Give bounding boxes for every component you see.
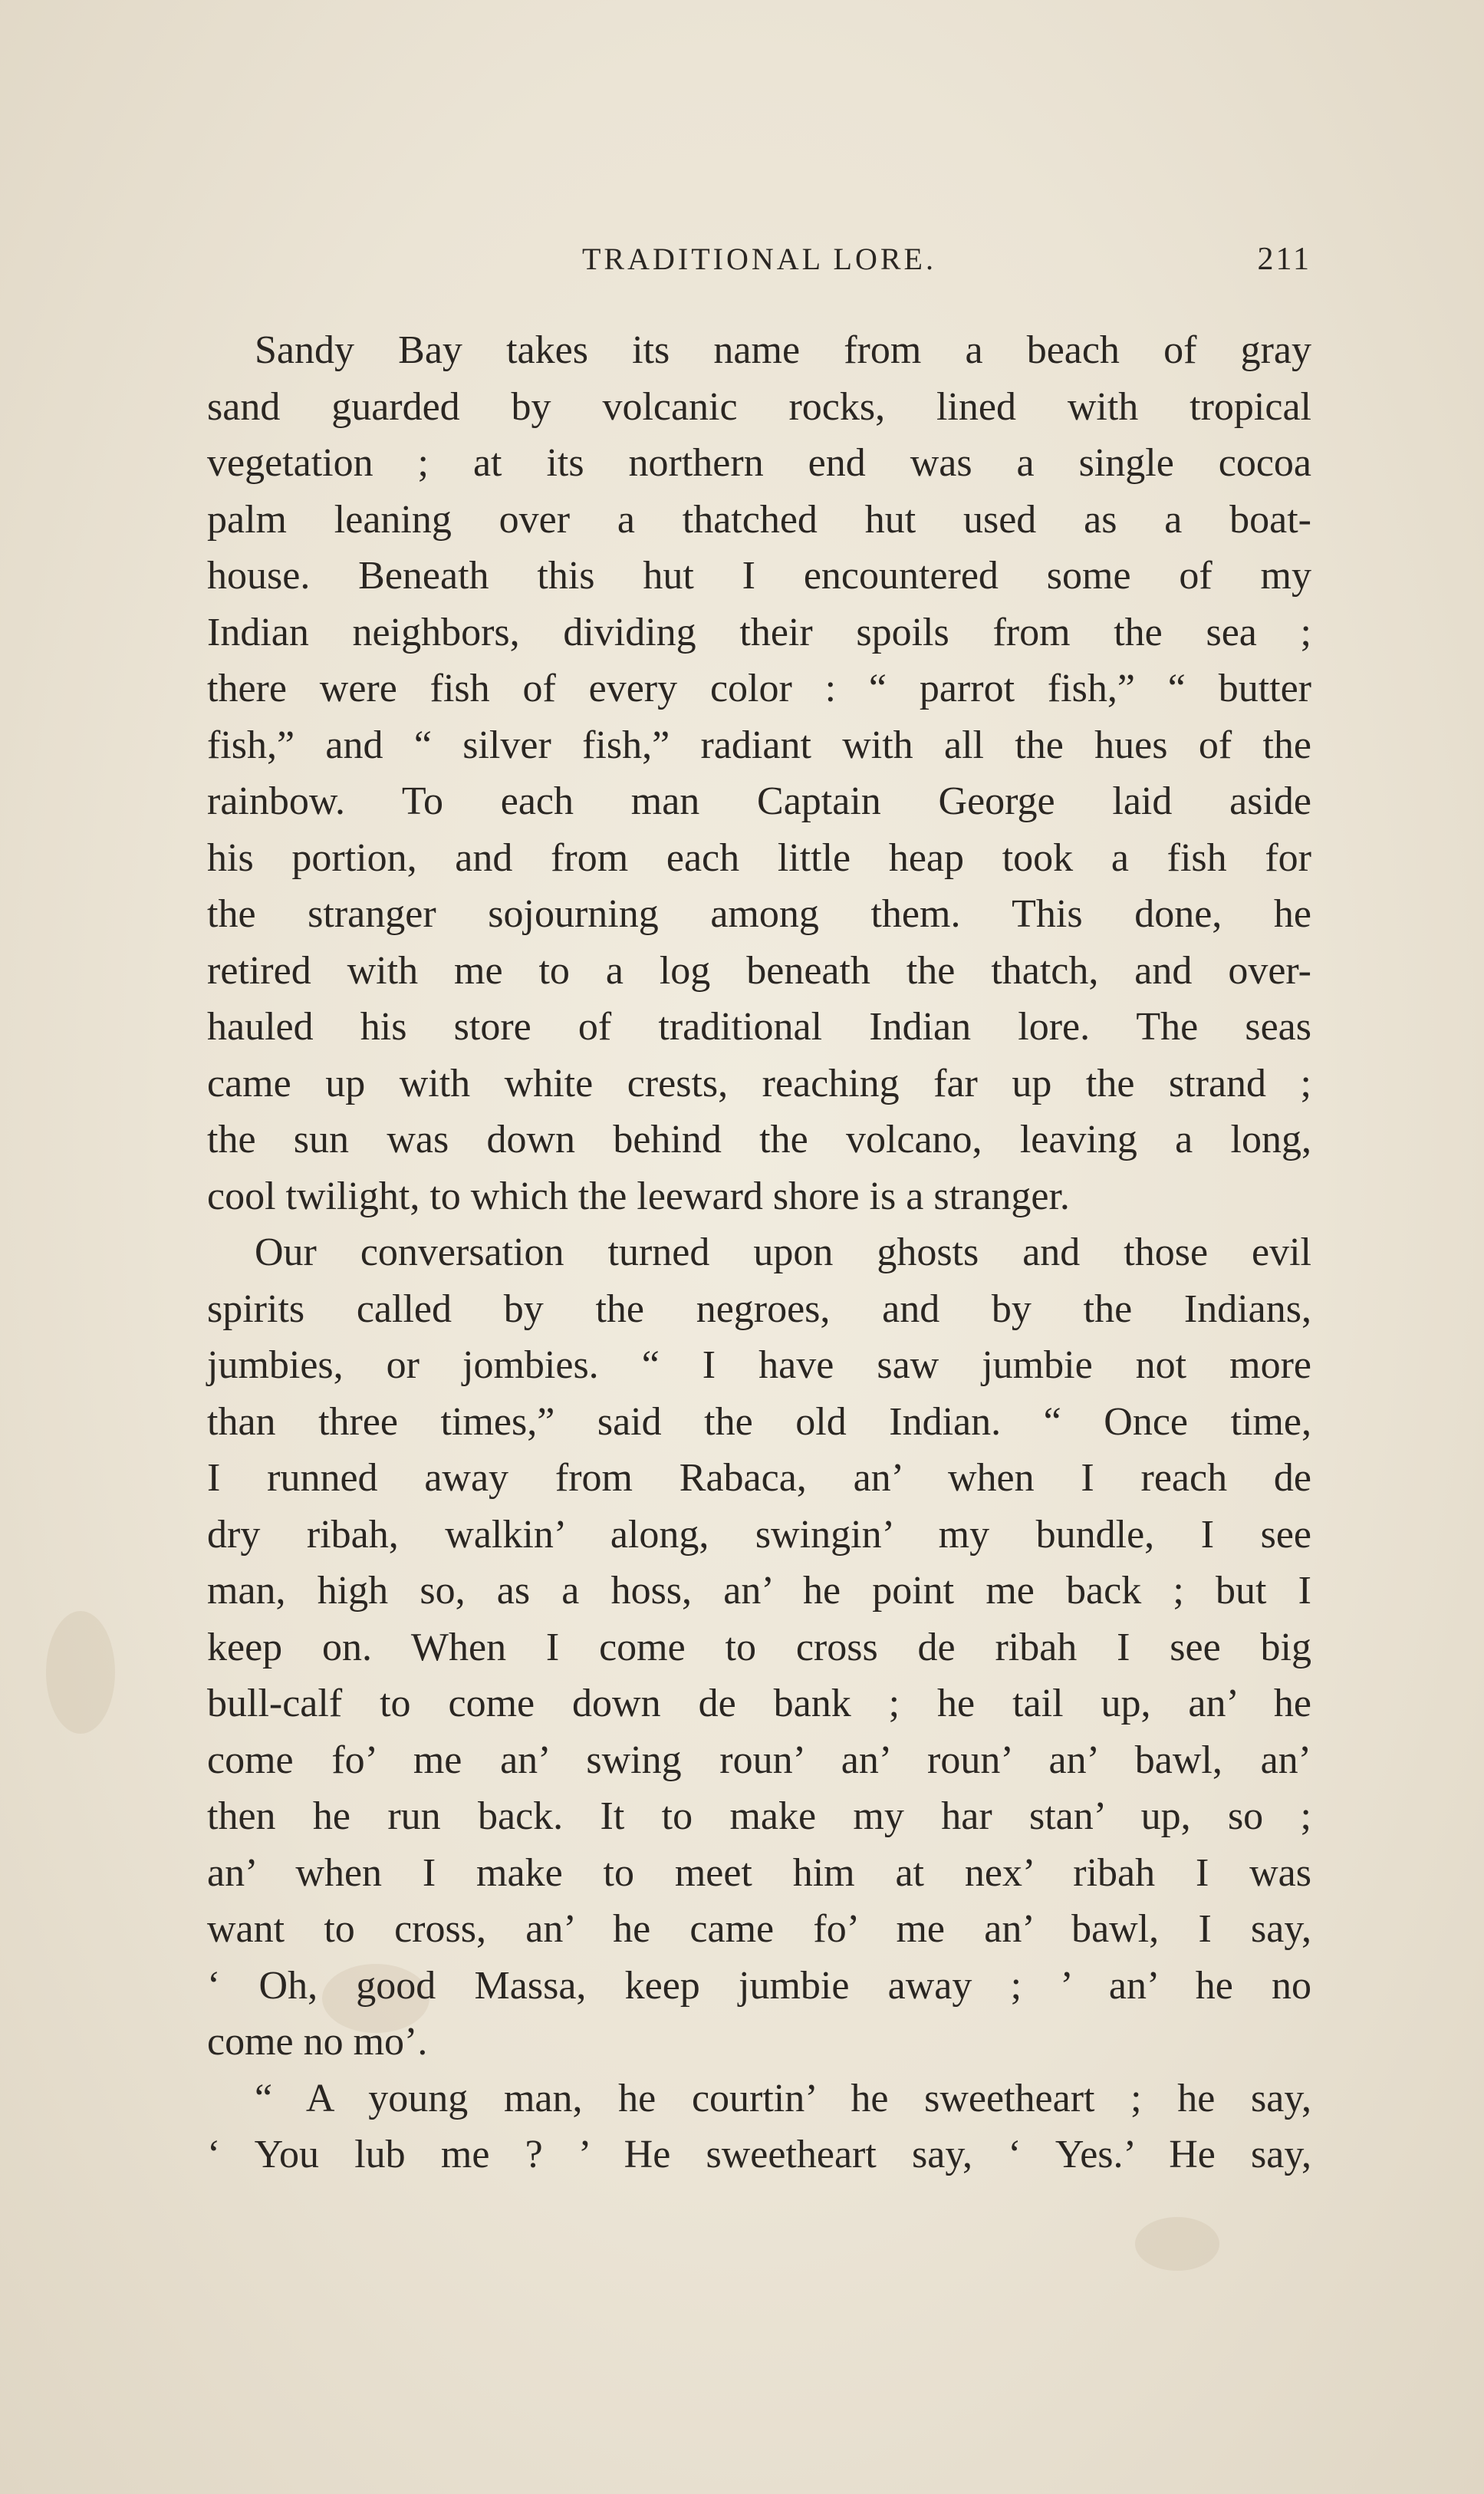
text-line: vegetation ; at its northern end was a single cocoa — [207, 441, 1311, 485]
text-line: come no mo’. — [207, 2020, 428, 2064]
running-head — [207, 236, 1311, 282]
text-line: dry ribah, walkin’ along, swingin’ my bundle, I see — [207, 1512, 1311, 1557]
text-line: Sandy Bay takes its name from a beach of gray — [255, 328, 1311, 372]
foxing-spot — [46, 1611, 115, 1734]
text-line: came up with white crests, reaching far up the strand ; — [207, 1061, 1311, 1105]
text-line: the stranger sojourning among them. This done, he — [207, 892, 1311, 936]
text-line: want to cross, an’ he came fo’ me an’ bawl, I say, — [207, 1907, 1311, 1951]
text-line: hauled his store of traditional Indian lore. The seas — [207, 1005, 1311, 1049]
text-line: his portion, and from each little heap took a fish for — [207, 835, 1311, 880]
body-text — [207, 322, 1311, 2183]
text-line: palm leaning over a thatched hut used as a boat- — [207, 497, 1311, 542]
text-line: cool twilight, to which the leeward shore is a stranger. — [207, 1174, 1070, 1218]
text-line: the sun was down behind the volcano, leaving a long, — [207, 1118, 1311, 1161]
text-line: there were fish of every color : “ parrot fish,” “ butter — [207, 667, 1311, 710]
text-line: man, high so, as a hoss, an’ he point me back ; but I — [207, 1569, 1311, 1613]
text-line: jumbies, or jombies. “ I have saw jumbie not more — [207, 1343, 1311, 1387]
text-line: I runned away from Rabaca, an’ when I reach de — [207, 1456, 1311, 1500]
text-line: spirits called by the negroes, and by the Indians, — [207, 1287, 1311, 1331]
text-line: house. Beneath this hut I encountered some of my — [207, 554, 1311, 598]
text-line: rainbow. To each man Captain George laid aside — [207, 779, 1311, 823]
running-title: TRADITIONAL LORE. — [581, 242, 936, 276]
text-line: ‘ Oh, good Massa, keep jumbie away ; ’ an’ he no — [207, 1963, 1311, 2008]
text-line: than three times,” said the old Indian. “ Once time, — [207, 1399, 1311, 1444]
text-line: an’ when I make to meet him at nex’ ribah I was — [207, 1850, 1311, 1895]
text-line: “ A young man, he courtin’ he sweetheart ; he say, — [255, 2076, 1311, 2120]
text-line: sand guarded by volcanic rocks, lined with tropical — [207, 384, 1311, 429]
text-line: bull-calf to come down de bank ; he tail up, an’ he — [207, 1682, 1311, 1725]
text-line: retired with me to a log beneath the thatch, and over- — [207, 948, 1311, 993]
text-line: then he run back. It to make my har stan’ up, so ; — [207, 1794, 1311, 1838]
foxing-spot — [1135, 2217, 1219, 2271]
text-line: ‘ You lub me ? ’ He sweetheart say, ‘ Yes.’ He say, — [207, 2133, 1311, 2176]
text-line: Indian neighbors, dividing their spoils from the sea ; — [207, 610, 1311, 654]
text-line: Our conversation turned upon ghosts and those evil — [255, 1231, 1311, 1274]
text-line: fish,” and “ silver fish,” radiant with all the hues of the — [207, 723, 1311, 767]
text-line: come fo’ me an’ swing roun’ an’ roun’ an’ bawl, an’ — [207, 1738, 1311, 1782]
text-line: keep on. When I come to cross de ribah I see big — [207, 1625, 1311, 1669]
page-number: 211 — [1257, 242, 1311, 277]
